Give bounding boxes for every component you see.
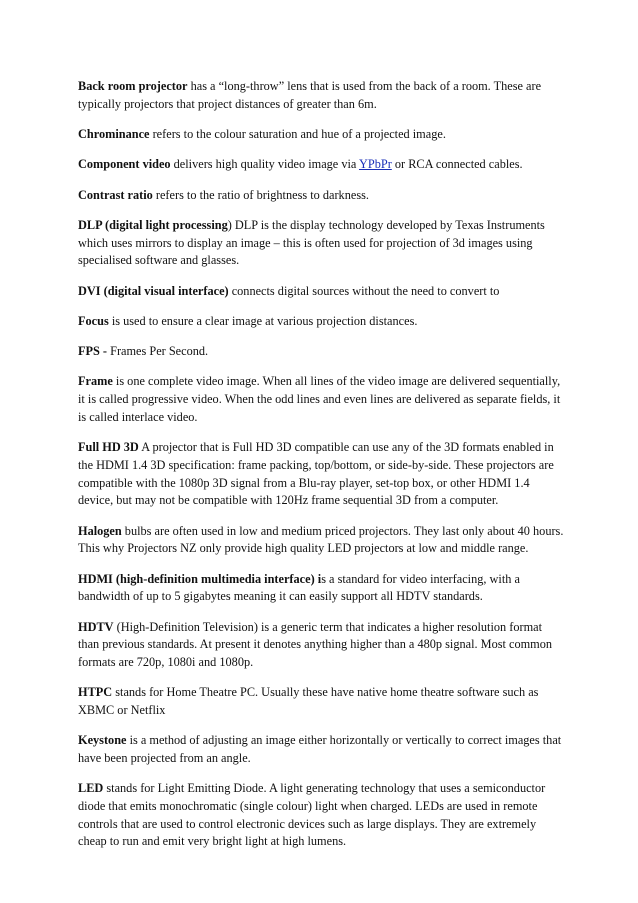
entry-term: LED bbox=[78, 781, 104, 796]
entry-text: delivers high quality video image via bbox=[170, 157, 359, 172]
entry-term: Halogen bbox=[78, 523, 122, 538]
entry-term: Frame bbox=[78, 374, 113, 389]
entry-term: HDMI (high-definition multimedia interface) i bbox=[78, 571, 322, 586]
entry-text: connects digital sources without the need to convert to bbox=[228, 283, 500, 298]
entry-text: ) DLP is the display technology developed by Texas Instruments which uses mirrors to display an image – this is often used for projection of 3d images using specialised software and glasses. bbox=[78, 217, 545, 268]
glossary-entry-fps bbox=[78, 343, 566, 361]
glossary-entry-chrominance bbox=[78, 126, 566, 144]
entry-text: is used to ensure a clear image at various projection distances. bbox=[108, 313, 418, 328]
entry-text: is a method of adjusting an image either horizontally or vertically to correct images that have been projected from an angle. bbox=[78, 733, 562, 765]
document-page bbox=[78, 78, 566, 864]
glossary-entry-dlp bbox=[78, 217, 566, 270]
entry-text: has a “long-throw” lens that is used from the back of a room. These are typically projectors that project distances of greater than 6m. bbox=[78, 79, 542, 111]
entry-text: (High-Definition Television) is a generic term that indicates a higher resolution format than previous standards. At present it denotes anything higher than a 480p signal. Most common formats are 720p, 1080i and 1080p. bbox=[78, 619, 553, 669]
entry-term: Component video bbox=[78, 157, 171, 172]
ypbpr-link[interactable]: YPbPr bbox=[358, 157, 392, 172]
entry-text: bulbs are often used in low and medium priced projectors. They last only about 40 hours. This why Projectors NZ only provide high quality LED projectors at low and middle range. bbox=[78, 523, 564, 556]
glossary-entry-hdtv bbox=[78, 619, 566, 672]
glossary-entry-contrast-ratio bbox=[78, 187, 566, 205]
entry-text: s a standard for video interfacing, with a bandwidth of up to 5 gigabytes meaning it can easily support all HDTV standards. bbox=[78, 571, 520, 604]
entry-text: A projector that is Full HD 3D compatible can use any of the 3D formats enabled in the HDMI 1.4 3D specification: frame packing, top/bottom, or side-by-side. These projectors are compatible with the 1080p 3D signal from a Blu-ray player, set-top box, or other HDMI 1.4 device, but may not be compatible with 120Hz frame sequential 3D from a computer. bbox=[78, 440, 554, 508]
entry-text: stands for Home Theatre PC. Usually these have native home theatre software such as XBMC or Netflix bbox=[78, 685, 539, 717]
entry-term: DLP (digital light processing bbox=[78, 217, 228, 232]
entry-term: Full HD 3D bbox=[78, 440, 139, 455]
glossary-entry-led bbox=[78, 780, 566, 851]
glossary-entry-htpc bbox=[78, 684, 566, 719]
glossary-entry-back-room-projector bbox=[78, 78, 566, 113]
entry-term: HDTV bbox=[78, 619, 114, 634]
entry-text: Frames Per Second. bbox=[107, 344, 209, 359]
entry-text: stands for Light Emitting Diode. A light generating technology that uses a semiconductor diode that emits monochromatic (single colour) light when charged. LEDs are used in remote controls that are used to control electronic devices such as large displays. They are extremely cheap to run and emit very bright light at high lumens. bbox=[78, 781, 546, 849]
entry-text: refers to the colour saturation and hue of a projected image. bbox=[149, 127, 446, 141]
entry-term: HTPC bbox=[78, 685, 113, 700]
entry-term: Focus bbox=[78, 313, 109, 328]
entry-text: is one complete video image. When all lines of the video image are delivered sequentially, it is called progressive video. When the odd lines and even lines are delivered as separate fields, it is called interlace video. bbox=[78, 374, 561, 424]
glossary-entry-keystone bbox=[78, 732, 566, 767]
entry-term: Chrominance bbox=[78, 127, 150, 141]
entry-term: Contrast ratio bbox=[78, 187, 153, 202]
entry-text: refers to the ratio of brightness to darkness. bbox=[152, 187, 369, 202]
glossary-entry-component-video bbox=[78, 156, 566, 174]
glossary-entry-halogen bbox=[78, 523, 566, 558]
entry-term: Keystone bbox=[78, 733, 127, 748]
entry-term: Back room projector bbox=[78, 79, 188, 93]
entry-term: FPS - bbox=[78, 344, 108, 359]
glossary-entry-hdmi bbox=[78, 571, 566, 606]
glossary-entry-frame bbox=[78, 373, 566, 426]
entry-text-after: or RCA connected cables. bbox=[391, 157, 523, 172]
glossary-entry-dvi bbox=[78, 283, 566, 301]
entry-term: DVI (digital visual interface) bbox=[78, 283, 229, 298]
glossary-entry-full-hd-3d bbox=[78, 439, 566, 510]
glossary-entry-focus bbox=[78, 313, 566, 331]
